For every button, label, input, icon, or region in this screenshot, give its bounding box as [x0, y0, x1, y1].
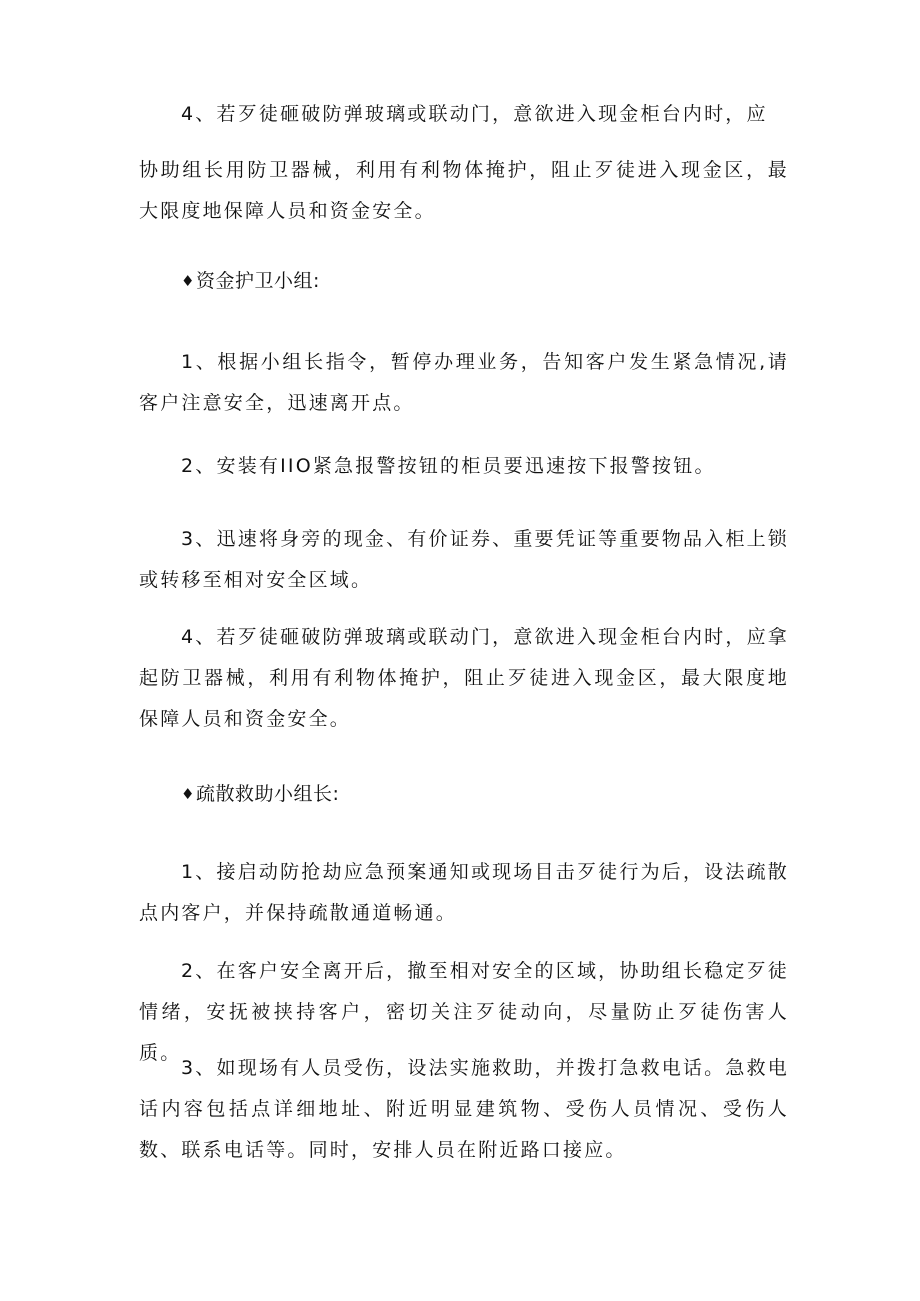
heading-evacuation-leader — [181, 779, 339, 809]
paragraph-prev-4-line1: 4、若歹徒砸破防弹玻璃或联动门，意欲进入现金柜台内时，应 — [181, 103, 768, 125]
diamond-bullet-icon: ♦ — [181, 785, 195, 803]
evacuation-item-2: 2、在客户安全离开后，撤至相对安全的区域，协助组长稳定歹徒情绪，安抚被挟持客户，密切关注歹徒动向，尽量防止歹徒伤害人质。 — [139, 960, 789, 1064]
fund-guard-item-2: 2、安装有IIO紧急报警按钮的柜员要迅速按下报警按钮。 — [181, 455, 716, 477]
evacuation-item-3: 3、如现场有人员受伤，设法实施救助，并拨打急救电话。急救电话内容包括点详细地址、附近明显建筑物、受伤人员情况、受伤人数、联系电话等。同时，安排人员在附近路口接应。 — [139, 1057, 789, 1161]
paragraph-prev-4-continued: 协助组长用防卫器械，利用有利物体掩护，阻止歹徒进入现金区，最大限度地保障人员和资金安全。 — [139, 159, 789, 222]
heading-fund-guard-team — [181, 266, 320, 296]
evacuation-item-1: 1、接启动防抢劫应急预案通知或现场目击歹徒行为后，设法疏散点内客户，并保持疏散通道畅通。 — [139, 861, 789, 924]
fund-guard-item-4: 4、若歹徒砸破防弹玻璃或联动门，意欲进入现金柜台内时，应拿起防卫器械，利用有利物体掩护，阻止歹徒进入现金区，最大限度地保障人员和资金安全。 — [139, 626, 789, 730]
heading-fund-guard-label: 资金护卫小组: — [195, 270, 320, 292]
heading-evacuation-label: 疏散救助小组长: — [195, 783, 340, 805]
diamond-bullet-icon: ♦ — [181, 272, 195, 290]
fund-guard-item-1: 1、根据小组长指令，暂停办理业务，告知客户发生紧急情况,请客户注意安全，迅速离开点。 — [139, 351, 789, 414]
fund-guard-item-3: 3、迅速将身旁的现金、有价证券、重要凭证等重要物品入柜上锁或转移至相对安全区域。 — [139, 528, 789, 591]
